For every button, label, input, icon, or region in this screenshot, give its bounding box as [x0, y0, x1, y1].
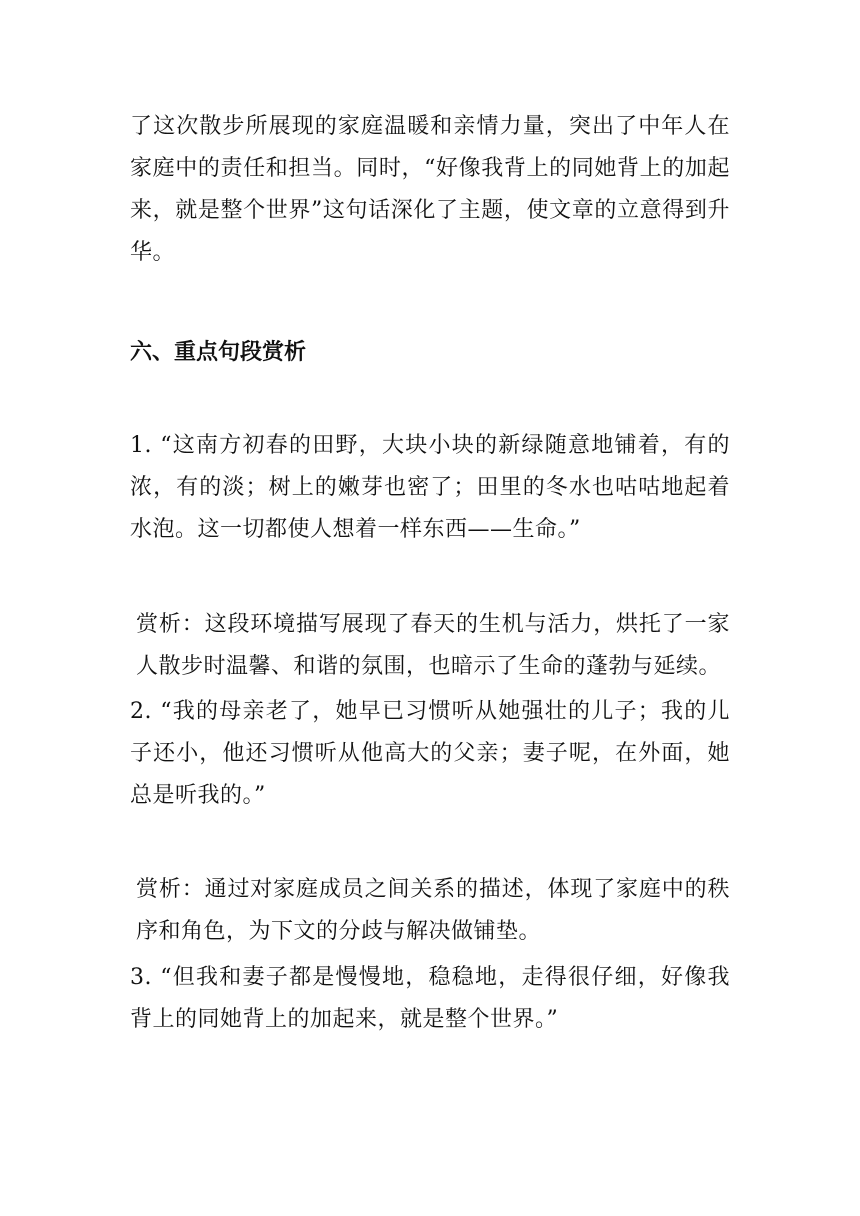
- quote-3: 3. “但我和妻子都是慢慢地，稳稳地，走得很仔细，好像我背上的同她背上的加起来，就是整个世界。”: [130, 965, 730, 1032]
- analysis-1: 赏析：这段环境描写展现了春天的生机与活力，烘托了一家人散步时温馨、和谐的氛围，也暗示了生命的蓬勃与延续。: [136, 612, 730, 679]
- quote-1: 1. “这南方初春的田野，大块小块的新绿随意地铺着，有的浓，有的淡；树上的嫩芽也密了；田里的冬水也咕咕地起着水泡。这一切都使人想着一样东西——生命。”: [130, 433, 730, 542]
- quote-2: 2. “我的母亲老了，她早已习惯听从她强壮的儿子；我的儿子还小，他还习惯听从他高大的父亲；妻子呢，在外面，她总是听我的。”: [130, 699, 730, 808]
- section-heading: 六、重点句段赏析: [130, 340, 307, 365]
- analysis-2: 赏析：通过对家庭成员之间关系的描述，体现了家庭中的秩序和角色，为下文的分歧与解决做铺垫。: [136, 877, 730, 944]
- conclusion-paragraph: 了这次散步所展现的家庭温暖和亲情力量，突出了中年人在家庭中的责任和担当。同时，“好像我背上的同她背上的加起来，就是整个世界”这句话深化了主题，使文章的立意得到升华。: [130, 114, 730, 265]
